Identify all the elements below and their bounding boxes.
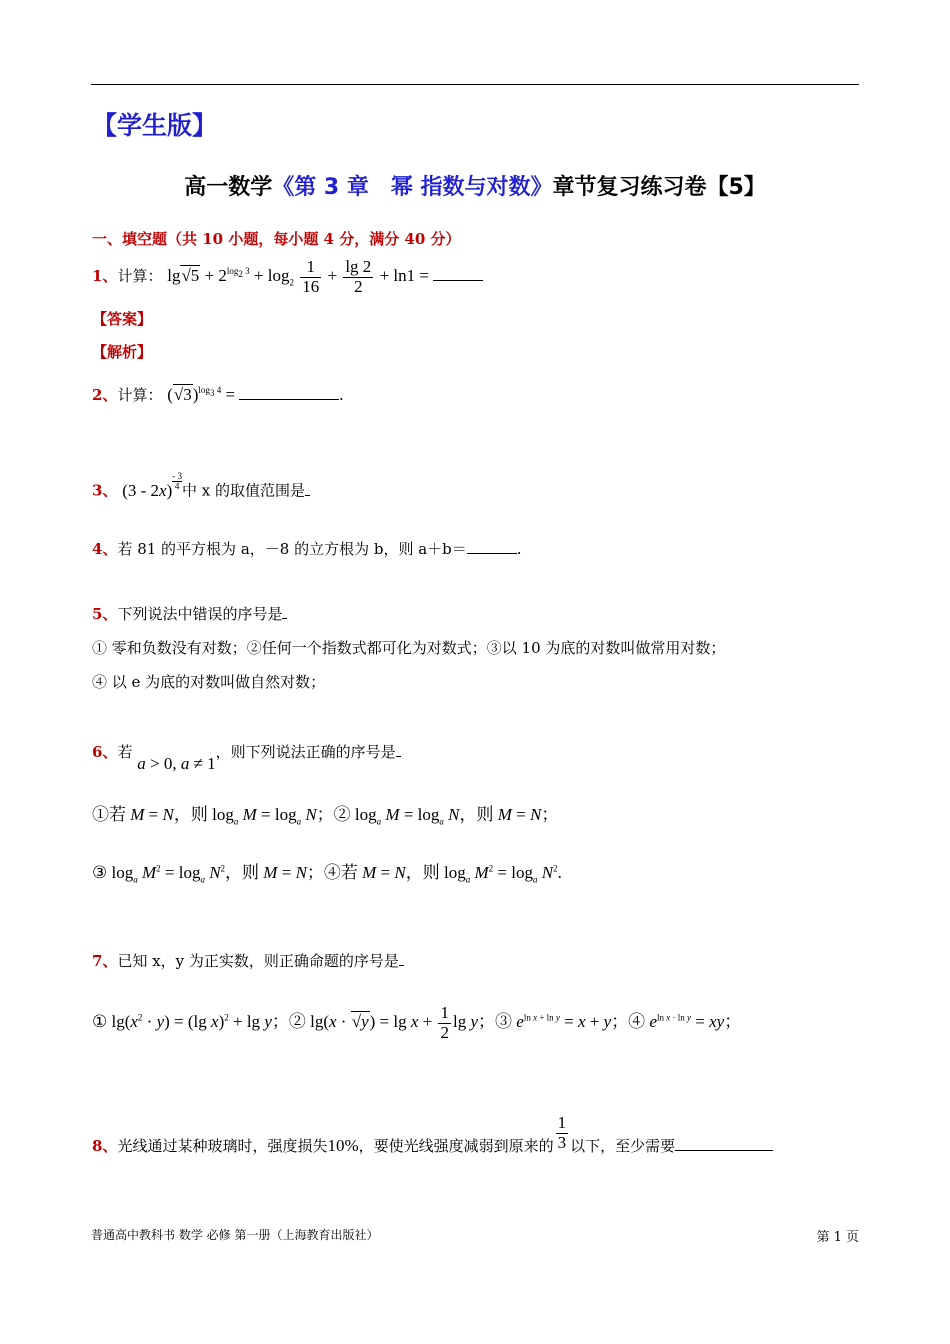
- question-text: 计算：: [117, 386, 163, 404]
- question-text: 已知 x，y 为正实数，则正确命题的序号是: [117, 952, 399, 970]
- page-title: [0, 170, 950, 201]
- section-heading: 一、填空题（共 10 小题，每小题 4 分，满分 40 分）: [92, 230, 461, 248]
- formula: $(√3)^{log_3 4}$ = .: [167, 385, 344, 404]
- question-number: 5、: [92, 605, 118, 623]
- question-text-3: 以下，至少需要: [570, 1137, 676, 1156]
- question-number: 8、: [92, 1137, 118, 1156]
- question-4: 4、若 81 的平方根为 a，－8 的立方根为 b，则 a＋b＝ .: [92, 540, 522, 558]
- question-5: [92, 607, 287, 622]
- question-number: 6、: [92, 743, 118, 761]
- q6-options-line-2: ③ $\log_a M^2 = \log_a N^2$，则 M = N；④若 M = N，则 $\log_a M^2 = \log_a N^2$.: [92, 863, 562, 885]
- fraction-formula: $\frac{1}{3}$: [557, 1113, 567, 1152]
- analysis-tag: 【解析】: [92, 343, 153, 361]
- question-8: [92, 1113, 773, 1166]
- question-text-2: ，则下列说法正确的序号是: [215, 743, 396, 761]
- condition-formula: a > 0, a ≠ 1: [137, 754, 216, 773]
- answer-tag: 【答案】: [92, 310, 153, 328]
- q5-option-line-2: ④ 以 e 为底的对数叫做自然对数；: [92, 673, 326, 691]
- title-suffix: 章节复习练习卷【5】: [552, 175, 766, 200]
- question-text-1: 光线通过某种玻璃时，强度损失: [117, 1137, 328, 1156]
- question-number: 1、: [92, 267, 118, 286]
- footer-left: 普通高中教科书 数学 必修 第一册（上海教育出版社）: [91, 1228, 379, 1242]
- q6-options-line-1: ①若 M = N，则 $\log_a M = \log_a N$；② $\log_a M = \log_a N$，则 M = N；: [92, 805, 559, 827]
- question-6: [92, 743, 401, 773]
- title-book: 《第 3 章 幂 指数与对数》: [272, 175, 553, 200]
- question-number: 7、: [92, 952, 118, 970]
- question-number: 2、: [92, 386, 118, 404]
- question-text-1: 若: [117, 743, 133, 761]
- q5-option-line-1: ① 零和负数没有对数；②任何一个指数式都可化为对数式；③以 10 为底的对数叫做常用对数；: [92, 639, 726, 657]
- question-3: [92, 472, 310, 499]
- question-text: 中 x 的取值范围是: [182, 481, 306, 500]
- question-number: 4、: [92, 540, 118, 558]
- title-prefix: 高一数学: [184, 175, 273, 200]
- question-7: [92, 954, 404, 969]
- question-1: [92, 258, 483, 296]
- question-text-2: ，要使光线强度减弱到原来的: [358, 1137, 554, 1156]
- question-text: 计算：: [117, 267, 163, 286]
- q7-options: ① $\lg(x^2 \cdot y) = (\lg$ x)$^2$ + lg y；② lg(x · √y) = lg x + $\frac{1}{2}$ lg y；③ $e^{ln x + ln y} = x + y$；④ $e^{ln x \cdot ln y}$ = xy；: [92, 1003, 742, 1042]
- formula: (3 - 2x) $\frac{- 3}{4}$: [122, 471, 183, 500]
- percent-formula: 10%: [327, 1136, 359, 1156]
- question-2: [92, 386, 344, 403]
- question-number: 3、: [92, 481, 118, 500]
- question-text: 下列说法中错误的序号是: [117, 605, 283, 623]
- footer-page-number: 第 1 页: [816, 1230, 859, 1245]
- formula: $\lg√5 + 2^{log_2 3} + \log_2$ $\frac{1}{16}$ + $\frac{\lg 2}{2}$ + ln1 =: [167, 266, 483, 285]
- version-label: 【学生版】: [92, 111, 218, 140]
- header-rule: [91, 84, 859, 85]
- question-text: 若 81 的平方根为 a，－8 的立方根为 b，则 a＋b＝: [117, 540, 467, 558]
